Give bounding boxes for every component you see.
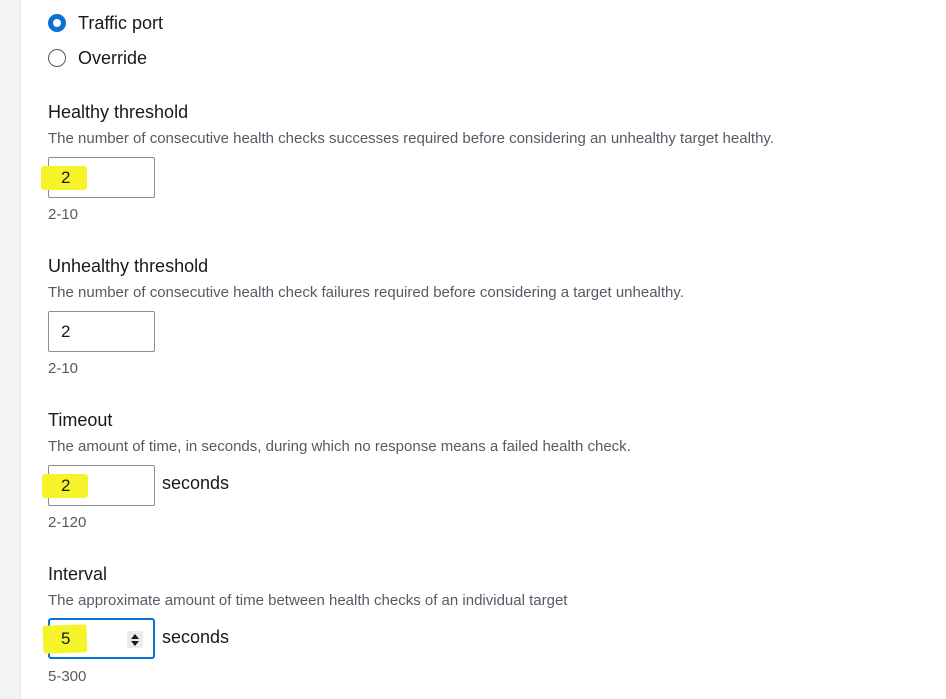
radio-label-override: Override (78, 47, 148, 68)
unhealthy-threshold-title: Unhealthy threshold (48, 256, 209, 276)
interval-value: 5 (61, 629, 71, 648)
interval-input[interactable] (48, 618, 155, 659)
interval-unit-label: seconds (162, 627, 230, 647)
unhealthy-threshold-constraint: 2-10 (48, 360, 79, 377)
radio-override[interactable] (48, 46, 147, 70)
timeout-title: Timeout (48, 410, 113, 430)
healthy-threshold-description: The number of consecutive health checks successes required before considering an unhealthy target healthy. (48, 130, 774, 147)
unhealthy-threshold-description: The number of consecutive health check failures required before considering a target unhealthy. (48, 284, 684, 301)
radio-traffic-port[interactable] (48, 11, 163, 35)
unhealthy-threshold-input[interactable] (48, 311, 155, 352)
interval-constraint: 5-300 (48, 668, 87, 685)
timeout-unit-label: seconds (162, 473, 230, 493)
interval-description: The approximate amount of time between health checks of an individual target (48, 592, 568, 609)
radio-label-traffic-port: Traffic port (78, 12, 164, 33)
healthy-threshold-title: Healthy threshold (48, 102, 189, 122)
timeout-constraint: 2-120 (48, 514, 87, 531)
left-rail (0, 0, 21, 699)
timeout-input[interactable] (48, 465, 155, 506)
healthy-threshold-value: 2 (61, 168, 71, 187)
timeout-description: The amount of time, in seconds, during which no response means a failed health check. (48, 438, 631, 455)
number-stepper-icon[interactable] (127, 631, 143, 648)
unhealthy-threshold-value: 2 (61, 322, 71, 341)
interval-title: Interval (48, 564, 108, 584)
radio-unchecked-icon (48, 49, 66, 67)
radio-checked-icon (48, 14, 66, 32)
healthy-threshold-constraint: 2-10 (48, 206, 79, 223)
healthy-threshold-input[interactable] (48, 157, 155, 198)
stepper-up-icon (131, 634, 139, 639)
timeout-value: 2 (61, 476, 71, 495)
stepper-down-icon (131, 641, 139, 646)
